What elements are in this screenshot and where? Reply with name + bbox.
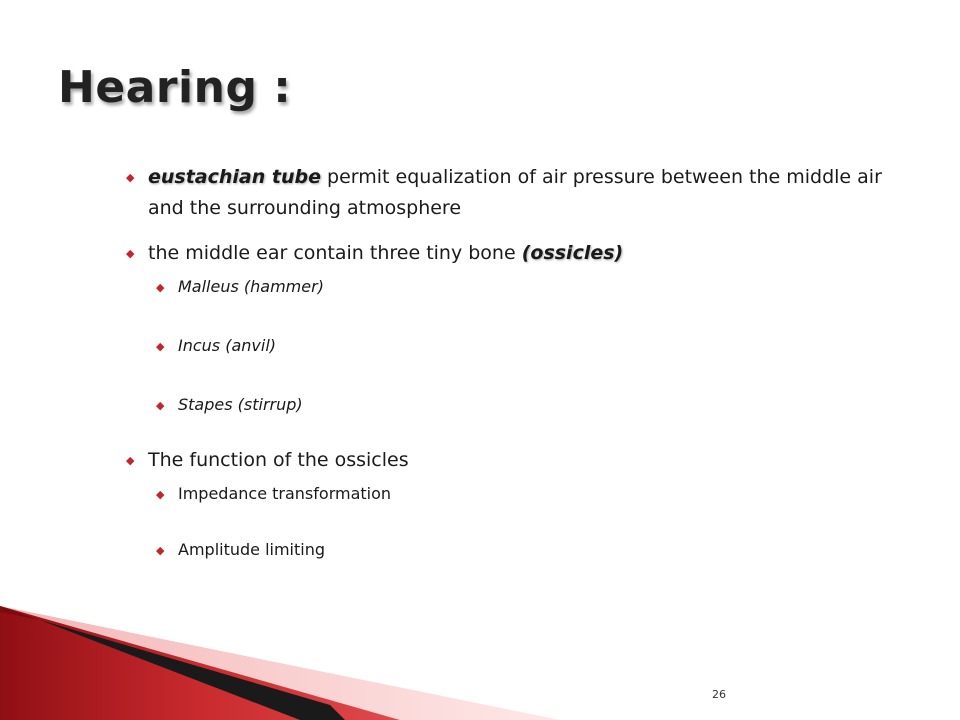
- term-ossicles: (ossicles): [521, 242, 624, 264]
- bullet-function: [122, 445, 882, 476]
- sub-bullet-amplitude: [122, 538, 882, 562]
- bullet-icon: ◆: [126, 171, 135, 184]
- bullet-ossicles: [122, 238, 882, 269]
- bullet-icon: ◆: [156, 544, 165, 557]
- sub-bullet-text: Incus (anvil): [178, 336, 277, 355]
- sub-bullet-impedance: [122, 482, 882, 506]
- page-number: 26: [712, 688, 726, 701]
- sub-bullet-text: Impedance transformation: [178, 484, 392, 503]
- sub-bullet-stapes: [122, 393, 882, 417]
- bullet-eustachian-tube: [122, 162, 882, 224]
- sub-bullet-malleus: [122, 275, 882, 299]
- term-eustachian-tube: eustachian tube: [148, 166, 321, 188]
- bullet-icon: ◆: [156, 281, 165, 294]
- bullet-text: permit equalization of air pressure between the middle air and the surrounding atmosphere: [148, 166, 882, 219]
- bullet-icon: ◆: [156, 340, 165, 353]
- slide-title: Hearing :: [58, 62, 292, 113]
- sub-bullet-text: Malleus (hammer): [178, 277, 324, 296]
- bullet-icon: ◆: [126, 454, 135, 467]
- bullet-icon: ◆: [156, 399, 165, 412]
- sub-bullet-text: Stapes (stirrup): [178, 395, 303, 414]
- bullet-icon: ◆: [156, 488, 165, 501]
- sub-bullet-text: Amplitude limiting: [178, 540, 326, 559]
- bullet-list: [122, 162, 882, 562]
- bullet-text: The function of the ossicles: [148, 449, 409, 471]
- bullet-text: the middle ear contain three tiny bone: [148, 242, 522, 264]
- bullet-icon: ◆: [126, 247, 135, 260]
- sub-bullet-incus: [122, 334, 882, 358]
